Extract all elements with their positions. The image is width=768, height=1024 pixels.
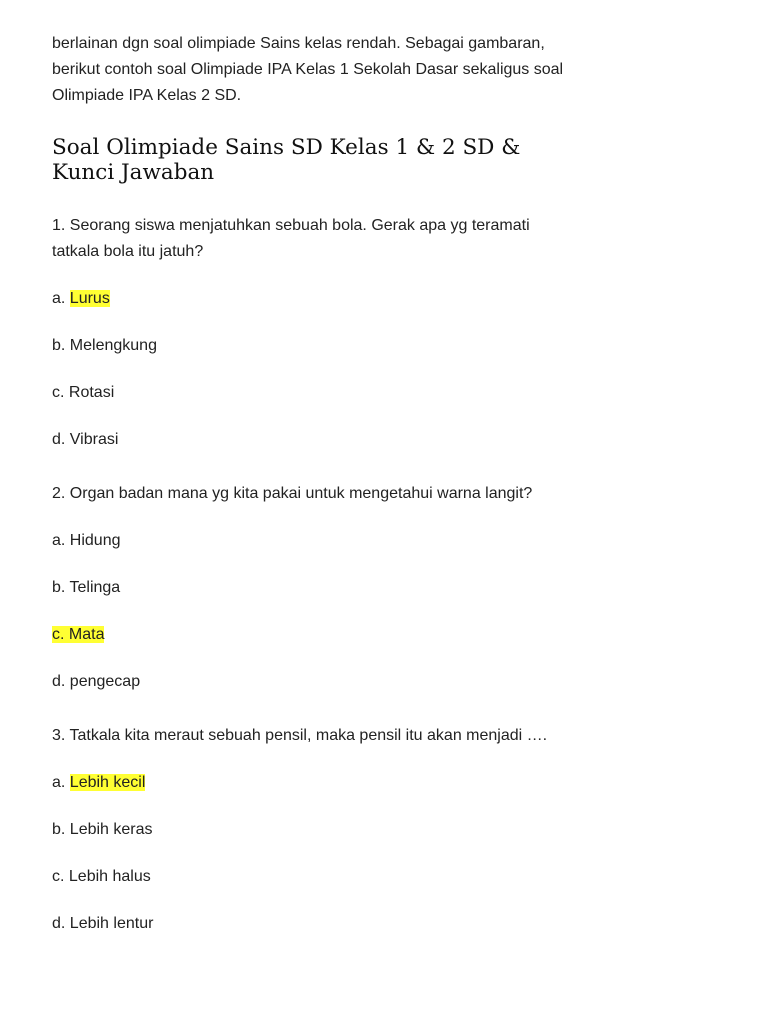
question-text: 3. Tatkala kita meraut sebuah pensil, maka pensil itu akan menjadi …. bbox=[52, 727, 548, 744]
option-prefix: b. bbox=[52, 337, 70, 354]
option-b bbox=[52, 817, 572, 843]
option-c bbox=[52, 380, 572, 406]
option-c bbox=[52, 864, 572, 890]
option-label: Lebih keras bbox=[69, 821, 153, 838]
option-b bbox=[52, 333, 572, 359]
question-block-3 bbox=[52, 723, 572, 937]
option-label: Vibrasi bbox=[69, 431, 119, 448]
option-a bbox=[52, 286, 572, 312]
option-prefix: a. bbox=[52, 290, 70, 307]
question-block-1 bbox=[52, 213, 572, 453]
option-a bbox=[52, 528, 572, 554]
option-d bbox=[52, 911, 572, 937]
option-prefix: b. bbox=[52, 579, 70, 596]
option-d bbox=[52, 427, 572, 453]
option-label: Melengkung bbox=[69, 337, 157, 354]
question-text: 2. Organ badan mana yg kita pakai untuk mengetahui warna langit? bbox=[52, 485, 533, 502]
option-prefix: c. bbox=[52, 384, 69, 401]
option-prefix: d. bbox=[52, 431, 70, 448]
answer-highlight: Lebih kecil bbox=[69, 774, 146, 791]
option-c bbox=[52, 622, 572, 648]
intro-paragraph: berlainan dgn soal olimpiade Sains kelas rendah. Sebagai gambaran, berikut contoh soal Olimpiade IPA Kelas 1 Sekolah Dasar sekaligus soal Olimpiade IPA Kelas 2 SD. bbox=[52, 35, 564, 104]
option-prefix: c. bbox=[52, 868, 69, 885]
option-d bbox=[52, 669, 572, 695]
option-label: Hidung bbox=[69, 532, 121, 549]
option-prefix: d. bbox=[52, 915, 70, 932]
option-a bbox=[52, 770, 572, 796]
option-label: Lebih lentur bbox=[69, 915, 154, 932]
option-prefix: a. bbox=[52, 532, 70, 549]
answer-highlight: Lurus bbox=[69, 290, 110, 307]
option-b bbox=[52, 575, 572, 601]
option-prefix: a. bbox=[52, 774, 70, 791]
option-label: Rotasi bbox=[68, 384, 115, 401]
option-label: Telinga bbox=[69, 579, 121, 596]
answer-highlight: c. Mata bbox=[52, 626, 105, 643]
option-label: pengecap bbox=[69, 673, 141, 690]
article-content bbox=[52, 31, 572, 937]
option-label: Lebih halus bbox=[68, 868, 151, 885]
option-prefix: d. bbox=[52, 673, 70, 690]
section-heading: Soal Olimpiade Sains SD Kelas 1 & 2 SD & Kunci Jawaban bbox=[52, 135, 521, 185]
option-prefix: b. bbox=[52, 821, 70, 838]
question-block-2 bbox=[52, 481, 572, 695]
question-text: 1. Seorang siswa menjatuhkan sebuah bola. Gerak apa yg teramati tatkala bola itu jatuh? bbox=[52, 217, 530, 260]
